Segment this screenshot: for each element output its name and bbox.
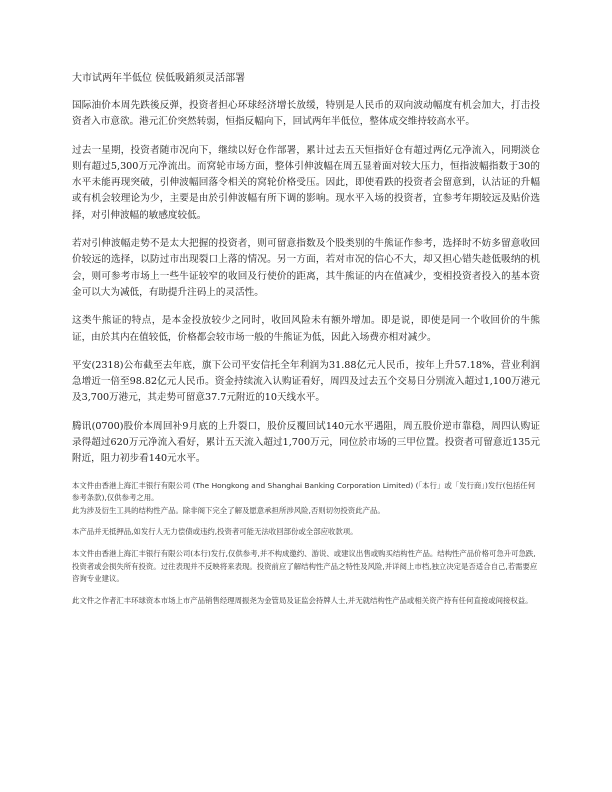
paragraph-bull-bear-features: 这类牛熊证的特点，是本金投放较少之同时，收回风险未有额外增加。即是说，即使是同一个收回价的牛熊证，由於其内在值较低，价格都会较市场一般的牛熊证为低，因此入场费亦相对减少。 bbox=[72, 315, 540, 343]
article-title: 大市试两年半低位 侯低吸銷须灵活部署 bbox=[72, 73, 246, 84]
disclaimer-author: 此文件之作者汇丰环球资本市场上市产品销售经理周振尧为金管局及证监会持牌人士,并无就结构性产品或相关资产持有任何直接或间接权益。 bbox=[72, 595, 533, 605]
disclaimer-issuer-line: 本文件由香港上海汇丰银行有限公司 (The Hongkong and Shanghai Banking Corporation Limited) (「本行」或「发行商」)发行(包括任何参考条款),仅供参考之用。 bbox=[72, 480, 536, 503]
disclaimer-risk: 本文件由香港上海汇丰银行有限公司(本行)发行,仅供参考,并不构成邀约、游说、或建议出售或购买结构性产品。结构性产品价格可急升可急跌,投资者或会损失所有投资。过往表现并不反映将来表现。投资前应了解结构性产品之特性及风险,并详阅上市档,独立决定是否适合自己,若需要应咨询专业建议。 bbox=[72, 549, 538, 584]
disclaimer-collateral: 本产品并无抵押品,如发行人无力偿债或违约,投资者可能无法收回部份或全部应收款项。 bbox=[72, 527, 358, 537]
paragraph-ping-an: 平安(2318)公布截至去年底，旗下公司平安信托全年利润为31.88亿元人民币，按年上升57.18%，营业利润急增近一倍至98.82亿元人民币。资金持续流入认购证看好，周四及过去五个交易日分别流入超过1,100万港元及3,700万港元，其走势可留意37.7元附近的10天线水平。 bbox=[72, 359, 540, 404]
disclaimer-section bbox=[72, 480, 540, 608]
paragraph-market-overview: 国际油价本周先跌後反弹，投资者担心环球经济增长放缓，特别是人民币的双向波动幅度有机会加大，打击投资者入市意欲。港元汇价突然转弱，恒指反幅向下，回试两年半低位，整体成交维持较高水平。 bbox=[72, 100, 540, 128]
disclaimer-issuer bbox=[72, 480, 540, 518]
paragraph-bull-bear-strategy: 若对引伸波幅走势不是太大把握的投资者，则可留意指数及个股类别的牛熊证作参考，选择时不妨多留意收回价较远的选择，以防过市出现裂口上落的情况。另一方面，若对市况的信心不大，却又担心错失趁低吸纳的机会，则可参考市场上一些牛证较窄的收回及行使价的距离，其牛熊证的内在值减少，变相投资者投入的基本资金可以大为减低，有助提升注码上的灵活性。 bbox=[72, 238, 540, 298]
disclaimer-derivative-line: 此为涉及衍生工具的结构性产品。除非阁下完全了解及愿意承担所涉风险,否则切勿投资此产品。 bbox=[72, 505, 385, 515]
paragraph-fund-flow: 过去一星期，投资者随市况向下，继续以好仓作部署，累计过去五天恒指好仓有超过两亿元净流入，同期淡仓则有超过5,300万元净流出。而窝轮市场方面，整体引伸波幅在周五显着面对较大压力，恒指波幅指数于30的水平未能再现突破，引伸波幅回落令相关的窝轮价格受压。因此，即使看跌的投资者会留意到，认沽证的升幅或有机会较理论为少，主要是由於引伸波幅有所下调的影响。现水平入场的投资者，宜参考年期较远及贴价选择，对引伸波幅的敏感度较低。 bbox=[72, 144, 540, 221]
paragraph-tencent: 腾讯(0700)股价本周回补9月底的上升裂口，股价反覆回试140元水平遇阻，周五股价逆市靠稳，周四认购证录得超过620万元净流入看好，累计五天流入超过1,700万元，同位於市场的三甲位置。投资者可留意近135元附近，阻力初步看140元水平。 bbox=[72, 420, 540, 465]
